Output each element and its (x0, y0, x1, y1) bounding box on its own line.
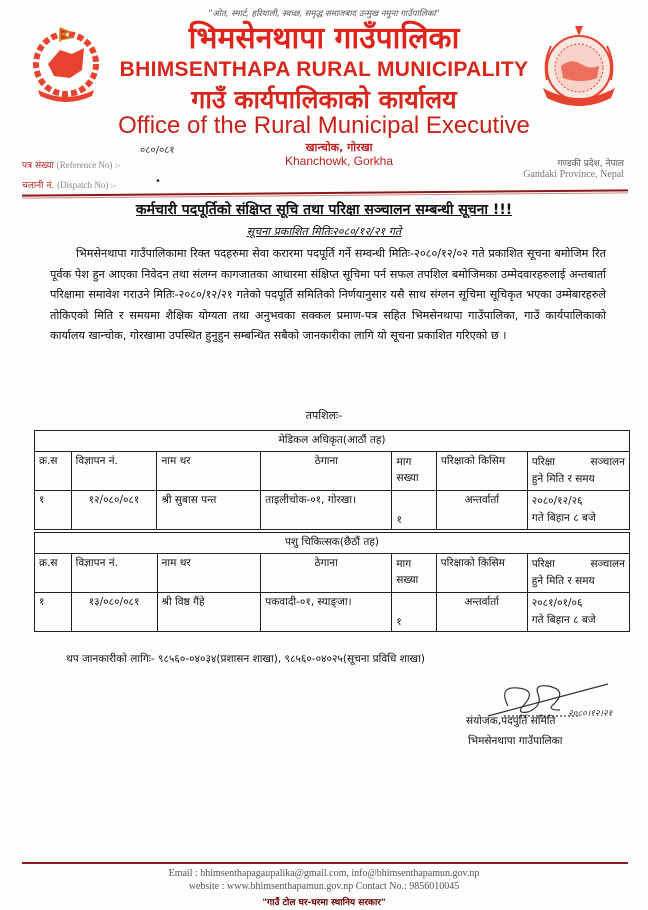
cell-exam-date: २०८०/१२/२६ (531, 495, 583, 507)
table-caption: मेडिकल अधिकृत(आठौं तह) (35, 431, 630, 452)
header-address: ठेगाना (261, 554, 392, 593)
signatory-title: संयोजक,पदपुर्ति समिति (466, 715, 556, 727)
location-en: Khanchowk, Gorkha (284, 154, 394, 168)
signature-date: २०८०।१२।२१ (568, 709, 613, 719)
cell-address: पकवादी-०१, स्याङ्जा। (261, 593, 392, 632)
reference-label-np: पत्र संख्या (22, 161, 54, 171)
header-exam-schedule-line1: परिक्षा सञ्चालन (531, 456, 625, 468)
header-sn: क्र.स (35, 554, 72, 593)
signatory-organization: भिमसेनथापा गाउँपालिका (468, 735, 563, 747)
cell-exam-time: गते बिहान ८ बजे (531, 614, 596, 626)
contact-info-line: थप जानकारीको लागिः- ९८५६०-०४०३४(प्रशासन शाखा), ९८५६०-०४०२५(सूचना प्रविधि शाखा) (66, 653, 425, 665)
reference-label-en: (Reference No) :- (56, 160, 121, 170)
dispatch-label-en: (Dispatch No) :- (57, 180, 117, 190)
dispatch-label-np: चलानी नं. (22, 181, 55, 191)
footer-website: website : www.bhimsenthapamun.gov.np Contact No.: 9856010045 (188, 881, 460, 892)
header-exam-type: परिक्षाको किसिम (436, 554, 527, 593)
schedule-label: तपशिलः- (305, 409, 343, 422)
header-exam-schedule (527, 554, 629, 593)
footer-slogan: "गाउँ टोल घर-घरमा स्थानिय सरकार" (262, 898, 386, 908)
header-demand: माग सख्या (392, 554, 436, 593)
header-exam-schedule-line1: परिक्षा सञ्चालन (531, 558, 625, 570)
location-np: खान्चोक, गोरखा (305, 141, 373, 154)
candidate-table-medical-officer (34, 430, 630, 530)
header-ad-no: विज्ञापन नं. (71, 554, 157, 593)
header-exam-schedule-line2: हुने मिति र समय (531, 473, 595, 485)
footer-divider (22, 862, 628, 864)
cell-demand: १ (392, 593, 436, 632)
cell-exam-type: अन्तर्वार्ता (436, 491, 527, 530)
cell-sn: १ (35, 593, 72, 632)
header-exam-schedule (527, 452, 629, 491)
header-demand: माग सख्या (392, 452, 436, 491)
cell-address: ताइलीचोक-०१, गोरखा। (261, 491, 392, 530)
motto: "ओत, स्मार्ट, हरियाली, स्वच्छ, समृद्ध समाजबाद उन्मुख नमुना गाउँपालिका" (208, 9, 440, 19)
cell-name: श्री सुबास पन्त (157, 491, 261, 530)
reference-number-label (22, 158, 120, 171)
candidate-table-veterinary-doctor (34, 532, 630, 632)
header-address: ठेगाना (261, 452, 392, 491)
dispatch-number-value: • (155, 176, 161, 187)
province-en: Gandaki Province, Nepal (523, 169, 624, 180)
province-np: गण्डकी प्रदेश, नेपाल (557, 159, 624, 169)
footer-email: Email : bhimsenthapagaupalika@gmail.com, info@bhimsenthapamun.gov.np (168, 868, 480, 879)
cell-demand: १ (392, 491, 436, 530)
header-exam-schedule-line2: हुने मिति र समय (531, 575, 595, 587)
notice-body (50, 244, 606, 347)
cell-ad-no: १२/०८०/०८१ (71, 491, 157, 530)
cell-exam-date: २०८१/०१/०६ (531, 597, 583, 609)
header-sn: क्र.स (35, 452, 72, 491)
table-header-row (35, 554, 630, 593)
cell-exam-schedule (527, 491, 629, 530)
cell-exam-time: गते बिहान ८ बजे (531, 512, 596, 524)
cell-exam-schedule (527, 593, 629, 632)
office-name-np: गाउँ कार्यपालिकाको कार्यालय (191, 85, 457, 114)
notice-heading: कर्मचारी पदपूर्तिको संक्षिप्त सूचि तथा परिक्षा सञ्चालन सम्बन्धी सूचना !!! (135, 202, 513, 218)
cell-ad-no: १३/०८०/०८१ (71, 593, 157, 632)
dispatch-number-label (22, 178, 116, 191)
municipality-name-en: BHIMSENTHAPA RURAL MUNICIPALITY (119, 58, 529, 81)
fiscal-year: ०८०/०८१ (140, 145, 175, 156)
cell-exam-type: अन्तर्वार्ता (436, 593, 527, 632)
table-caption: पशु चिकित्सक(छैठौं तह) (35, 533, 630, 554)
cell-name: श्री विष्ठ गैंहे (157, 593, 261, 632)
header-exam-type: परिक्षाको किसिम (436, 452, 527, 491)
header-name: नाम थर (157, 554, 261, 593)
office-name-en: Office of the Rural Municipal Executive (118, 112, 530, 139)
cell-sn: १ (35, 491, 72, 530)
notice-body-paragraph: भिमसेनथापा गाउँपालिकामा रिक्त पदहरुमा सेवा करारमा पदपूर्ति गर्ने सम्वन्धी मितिः-२०८०/१२/०२ गते प्रकाशित सूचना बमोजिम रित पूर्वक पेश हुन आएका निवेदन तथा संलग्न कागजातका आधारमा संक्षिप्त सूचिमा पर्न सफल तपशिल बमोजिमका उम्मेदवारहरुलाई अन्तबार्ता परिक्षामा समावेश गराउने मितिः-२०८०/१२/२१ गतेको पदपूर्ति समितिको निर्णयानुसार यसै साथ संग्लन सूचिमा सूचिकृत भएका उम्मेबारहरुले तोकिएको मिति र समयमा शैक्षिक योग्यता तथा अनुभवका सक्कल प्रमाण-पत्र सहित भिमसेनथापा गाउँपालिका, गाउँ कार्यपालिकाको कार्यालय खान्चोक, गोरखामा उपस्थित हुनुहुन सम्बन्धित सबैको जानकारीका लागि यो सूचना प्रकाशित गरिएको छ । (50, 247, 606, 342)
header-name: नाम थर (157, 452, 261, 491)
header-ad-no: विज्ञापन नं. (71, 452, 157, 491)
notice-published-date: सूचना प्रकाशित मितिः२०८०/१२/२१ गते (246, 225, 402, 238)
municipality-name-np: भिमसेनथापा गाउँपालिका (188, 21, 460, 56)
table-row (35, 491, 630, 530)
table-row (35, 593, 630, 632)
table-header-row (35, 452, 630, 491)
